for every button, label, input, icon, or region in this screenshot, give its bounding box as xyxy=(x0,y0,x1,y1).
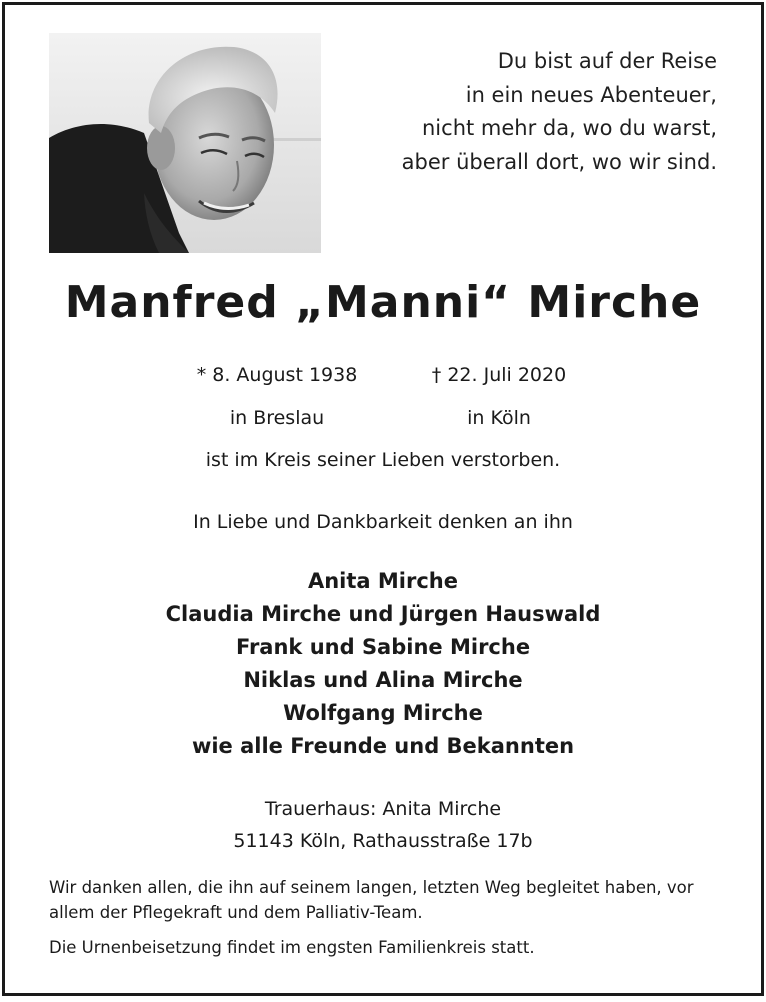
birth-place: in Breslau xyxy=(229,407,325,429)
obituary-notice xyxy=(2,2,764,996)
birth-date: * 8. August 1938 xyxy=(196,364,358,386)
death-statement: ist im Kreis seiner Lieben verstorben. xyxy=(205,449,561,471)
portrait-illustration xyxy=(49,33,321,253)
mourners-list xyxy=(5,565,761,763)
mourner: Anita Mirche xyxy=(307,569,458,593)
mourner: wie alle Freunde und Bekannten xyxy=(191,734,575,758)
remembrance-line: In Liebe und Dankbarkeit denken an ihn xyxy=(193,511,573,533)
address-line-1: Trauerhaus: Anita Mirche xyxy=(264,798,502,820)
mourner: Claudia Mirche und Jürgen Hauswald xyxy=(165,602,601,626)
burial-note: Die Urnenbeisetzung findet im engsten Familienkreis statt. xyxy=(49,938,535,957)
mourning-house-address xyxy=(5,793,761,857)
mourner: Frank und Sabine Mirche xyxy=(235,635,531,659)
thanks-text: Wir danken allen, die ihn auf seinem langen, letzten Weg begleitet haben, vor allem der Pflegekraft und dem Palliativ-Team. xyxy=(49,878,694,922)
deceased-name: Manfred „Manni“ Mirche xyxy=(64,277,702,328)
portrait-photo xyxy=(49,33,321,253)
poem xyxy=(337,45,717,179)
birth-info xyxy=(147,354,407,440)
poem-line: nicht mehr da, wo du warst, xyxy=(422,116,717,140)
death-date: † 22. Juli 2020 xyxy=(431,364,567,386)
poem-line: in ein neues Abenteuer, xyxy=(465,82,717,107)
death-place: in Köln xyxy=(467,407,531,429)
address-line-2: 51143 Köln, Rathausstraße 17b xyxy=(233,830,533,852)
poem-line: aber überall dort, wo wir sind. xyxy=(401,149,717,174)
death-info xyxy=(369,354,629,440)
poem-line: Du bist auf der Reise xyxy=(497,49,717,73)
mourner: Wolfgang Mirche xyxy=(283,701,483,725)
mourner: Niklas und Alina Mirche xyxy=(243,668,523,692)
